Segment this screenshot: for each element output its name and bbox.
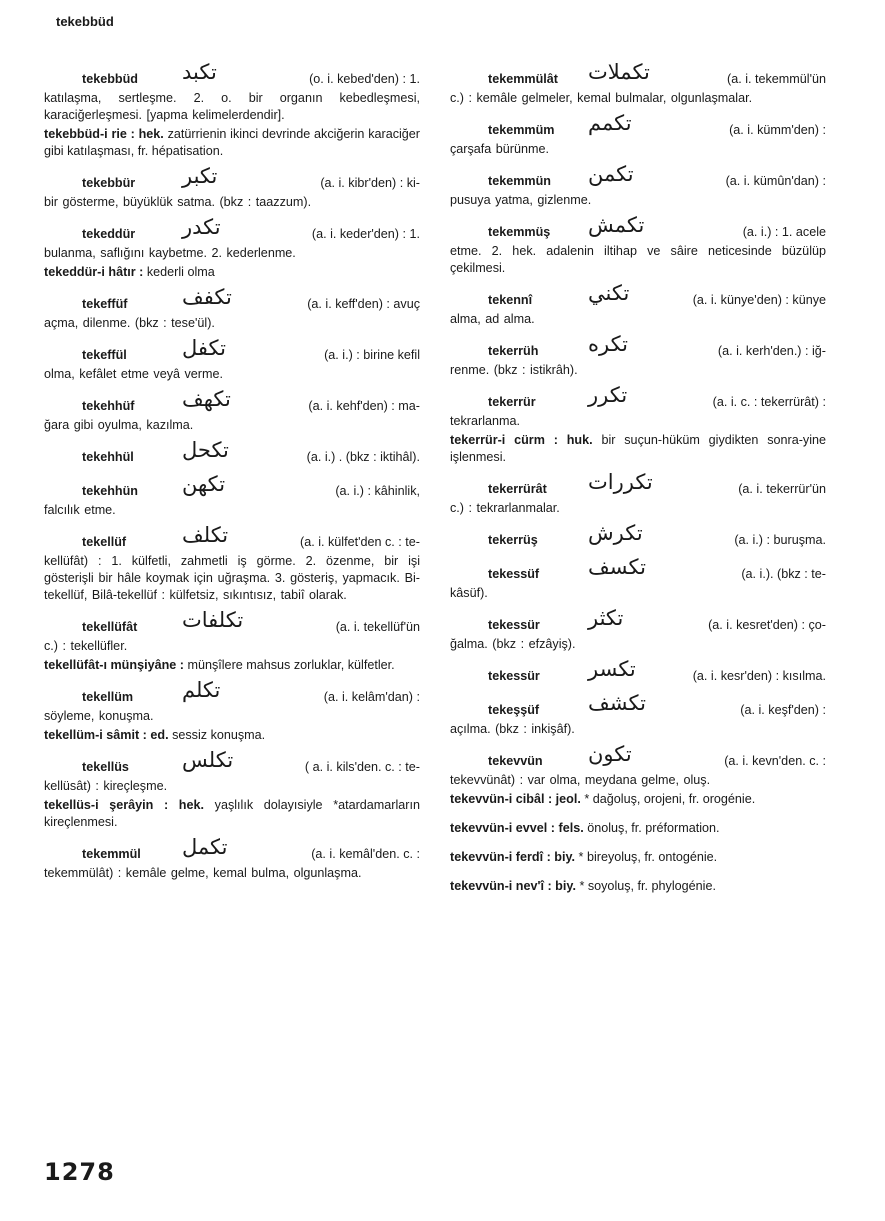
arabic-script: تكره — [588, 332, 629, 356]
dictionary-entry — [44, 215, 420, 281]
arabic-script: تكمش — [588, 213, 645, 237]
etymology: (a. i. kelâm'dan) : — [323, 690, 420, 704]
arabic-script: تكهن — [182, 472, 226, 496]
headword: tekellüf — [82, 535, 127, 549]
dictionary-entry — [450, 521, 826, 551]
subentry-term: tekevvün-i nev'î : biy. — [450, 879, 576, 893]
etymology: (a. i.) : buruşma. — [734, 533, 826, 547]
arabic-script: تكرش — [588, 521, 643, 545]
headword: tekerrüh — [488, 344, 539, 358]
subentry-text: önoluş, fr. préformation. — [587, 821, 720, 835]
arabic-script: تكبد — [182, 60, 217, 84]
etymology: (a. i. kehf'den) : ma- — [308, 399, 420, 413]
headword: tekemmüş — [488, 225, 551, 239]
arabic-script: تكملات — [588, 60, 650, 84]
dictionary-entry — [450, 606, 826, 653]
etymology: (a. i. kesret'den) : ço- — [708, 618, 826, 632]
dictionary-entry — [44, 60, 421, 160]
headword: tekevvün — [488, 754, 543, 768]
definition: tekrarlanma. — [450, 414, 520, 428]
entry-head-row — [44, 387, 420, 417]
entry-head-row — [450, 111, 826, 141]
etymology: (a. i. kerh'den.) : iğ- — [717, 344, 826, 358]
subentry-text: * dağoluş, orojeni, fr. orogénie. — [584, 792, 756, 806]
dictionary-entry — [44, 678, 420, 744]
etymology: (a. i. kümm'den) : — [729, 123, 826, 137]
entry-head-row — [450, 383, 826, 413]
dictionary-entry — [44, 523, 420, 604]
headword: tekemmün — [488, 174, 551, 188]
definition: falcılık etme. — [44, 503, 116, 517]
entry-head-row — [450, 555, 826, 585]
etymology: (a. i. künye'den) : künye — [692, 293, 826, 307]
subentry — [450, 849, 826, 866]
subentry — [450, 820, 826, 837]
entry-head-row — [450, 332, 826, 362]
definition: olma, kefâlet etme veyâ verme. — [44, 367, 223, 381]
entry-head-row — [450, 742, 826, 772]
dictionary-entry — [44, 387, 420, 434]
subentry-term: tekellüs-i şerâyin : hek. — [44, 798, 204, 812]
subentry — [44, 657, 420, 674]
dictionary-entry — [44, 438, 420, 468]
subentry-term: tekevvün-i ferdî : biy. — [450, 850, 576, 864]
definition: açılma. (bkz : inkişâf). — [450, 722, 575, 736]
definition: c.) : tekellüfler. — [44, 639, 128, 653]
headword: tekessüf — [488, 567, 540, 581]
headword: tekessür — [488, 618, 540, 632]
entry-head-row — [44, 215, 420, 245]
subentry-term: tekebbüd-i rie : hek. — [44, 127, 164, 141]
dictionary-entry — [44, 748, 420, 831]
definition: c.) : tekrarlanmalar. — [450, 501, 560, 515]
etymology: (a. i.) . (bkz : iktihâl). — [306, 450, 420, 464]
headword: tekemmülât — [488, 72, 558, 86]
arabic-script: تكثر — [588, 606, 624, 630]
subentry-text: bir suçun-hüküm giydikten sonra-yine işlenmesi. — [450, 433, 827, 464]
dictionary-entry — [450, 383, 827, 466]
definition: açma, dilenme. (bkz : tese'ül). — [44, 316, 215, 330]
etymology: (a. i.) : kâhinlik, — [335, 484, 420, 498]
running-head: tekebbüd — [56, 14, 114, 29]
arabic-script: تكلس — [182, 748, 234, 772]
arabic-script: تكلم — [182, 678, 221, 702]
entry-head-row — [44, 336, 420, 366]
etymology: (a. i. tekemmül'ün — [727, 72, 826, 86]
headword: tekemmül — [82, 847, 141, 861]
entry-head-row — [44, 285, 420, 315]
headword: tekessür — [488, 669, 540, 683]
headword: tekerrürât — [488, 482, 547, 496]
headword: tekeddür — [82, 227, 136, 241]
definition: kellüsât) : kireçleşme. — [44, 779, 168, 793]
dictionary-entry — [44, 835, 420, 882]
arabic-script: تكسف — [588, 555, 646, 579]
definition: ğalma. (bkz : efzâyiş). — [450, 637, 576, 651]
subentry-text: * bireyoluş, fr. ontogénie. — [578, 850, 718, 864]
dictionary-entry — [450, 691, 826, 738]
arabic-script: تكني — [588, 281, 630, 305]
page-number: 1278 — [44, 1158, 115, 1186]
right-column — [450, 60, 827, 907]
headword: tekebbüd — [82, 72, 138, 86]
etymology: (a. i. kümûn'dan) : — [725, 174, 826, 188]
definition: etme. 2. hek. adalenin iltihap ve sâire neticesinde büzülüp çekilmesi. — [450, 244, 826, 275]
etymology: (a. i.). (bkz : te- — [741, 567, 826, 581]
arabic-script: تكبر — [182, 164, 218, 188]
entry-head-row — [450, 213, 826, 243]
subentry-term: tekeddür-i hâtır : — [44, 265, 144, 279]
subentry-text: münşîlere mahsus zorluklar, külfetler. — [187, 658, 395, 672]
definition: alma, ad alma. — [450, 312, 535, 326]
entry-head-row — [44, 608, 420, 638]
headword: tekellüs — [82, 760, 129, 774]
dictionary-entry — [450, 555, 826, 602]
headword: tekehhül — [82, 450, 134, 464]
subentry — [44, 727, 420, 744]
definition: c.) : kemâle gelmeler, kemal bulmalar, olgunlaşmalar. — [450, 91, 753, 105]
definition: çarşafa bürünme. — [450, 142, 550, 156]
arabic-script: تكون — [588, 742, 632, 766]
definition: bulanma, saflığını kaybetme. 2. kederlenme. — [44, 246, 296, 260]
arabic-script: تكررات — [588, 470, 653, 494]
etymology: (a. i. tekerrür'ün — [738, 482, 826, 496]
etymology: (a. i. tekellüf'ün — [335, 620, 420, 634]
definition: tekemmülât) : kemâle gelme, kemal bulma, olgunlaşma. — [44, 866, 362, 880]
subentry-text: kederli olma — [146, 265, 215, 279]
headword: tekehhün — [82, 484, 138, 498]
subentry-term: tekerrür-i cürm : huk. — [450, 433, 593, 447]
headword: tekeffül — [82, 348, 127, 362]
etymology: ( a. i. kils'den. c. : te- — [304, 760, 420, 774]
headword: tekellüfât — [82, 620, 138, 634]
headword: tekemmüm — [488, 123, 555, 137]
left-column — [44, 60, 421, 894]
subentry — [44, 126, 420, 160]
subentry-term: tekevvün-i evvel : fels. — [450, 821, 584, 835]
entry-head-row — [450, 606, 826, 636]
entry-head-row — [44, 472, 420, 502]
headword: tekeffüf — [82, 297, 128, 311]
dictionary-entry — [450, 213, 826, 277]
dictionary-entry — [44, 608, 420, 674]
headword: tekellüm — [82, 690, 134, 704]
arabic-script: تكلف — [182, 523, 229, 547]
definition: kellüfât) : 1. külfetli, zahmetli iş görme. 2. özenme, bir işi gösterişli bir hâle koymak için uğraşma. 3. gösteriş, yapmacık. Bi-tekellüf, Bilâ-tekellüf : külfetsiz, sıkıntısız, tabiî olarak. — [44, 554, 420, 602]
arabic-script: تكمن — [588, 162, 634, 186]
subentry — [44, 797, 420, 831]
headword: tekebbür — [82, 176, 136, 190]
entry-head-row — [44, 748, 420, 778]
entry-head-row — [450, 162, 826, 192]
entry-head-row — [44, 438, 420, 468]
arabic-script: تكهف — [182, 387, 231, 411]
subentry — [450, 432, 826, 466]
subentry-text: sessiz konuşma. — [172, 728, 266, 742]
dictionary-entry — [44, 336, 420, 383]
subentry — [450, 791, 826, 808]
definition: renme. (bkz : istikrâh). — [450, 363, 578, 377]
definition: kâsüf). — [450, 586, 488, 600]
subentry-text: * soyoluş, fr. phylogénie. — [579, 879, 716, 893]
entry-head-row — [450, 657, 826, 687]
definition: ğara gibi oyulma, kazılma. — [44, 418, 194, 432]
subentry-text: yaşlılık dolayısiyle *atardamarların kireçlenmesi. — [44, 798, 420, 829]
etymology: (a. i.) : 1. acele — [742, 225, 826, 239]
dictionary-entry — [44, 285, 420, 332]
dictionary-entry — [450, 162, 826, 209]
headword: tekerrür — [488, 395, 536, 409]
subentry-term: tekellüm-i sâmit : ed. — [44, 728, 169, 742]
entry-head-row — [44, 678, 420, 708]
arabic-script: تكسر — [588, 657, 636, 681]
dictionary-entry — [450, 742, 826, 895]
etymology: (a. i. kibr'den) : ki- — [320, 176, 420, 190]
etymology: (a. i. keşf'den) : — [740, 703, 826, 717]
entry-head-row — [450, 470, 826, 500]
arabic-script: تكحل — [182, 438, 229, 462]
definition: söyleme, konuşma. — [44, 709, 154, 723]
headword: tekennî — [488, 293, 533, 307]
arabic-script: تكلفات — [182, 608, 244, 632]
entry-head-row — [450, 691, 826, 721]
etymology: (a. i. keder'den) : 1. — [311, 227, 420, 241]
headword: tekehhüf — [82, 399, 135, 413]
arabic-script: تكفف — [182, 285, 232, 309]
dictionary-entry — [450, 111, 826, 158]
etymology: (a. i. kemâl'den. c. : — [311, 847, 420, 861]
dictionary-entry — [450, 470, 826, 517]
subentry-term: tekevvün-i cibâl : jeol. — [450, 792, 581, 806]
arabic-script: تكرر — [588, 383, 628, 407]
subentry — [44, 264, 420, 281]
entry-head-row — [450, 60, 826, 90]
subentry — [450, 878, 826, 895]
headword: tekerrüş — [488, 533, 538, 547]
dictionary-entry — [44, 472, 420, 519]
entry-head-row — [450, 281, 826, 311]
etymology: (a. i.) : birine kefil — [324, 348, 420, 362]
headword: tekeşşüf — [488, 703, 540, 717]
dictionary-entry — [450, 281, 826, 328]
arabic-script: تكمم — [588, 111, 632, 135]
dictionary-entry — [450, 332, 826, 379]
subentry-term: tekellüfât-ı münşiyâne : — [44, 658, 184, 672]
subentry-text: zatürrienin ikinci devrinde akciğerin karaciğer gibi katılaşması, fr. hépatisation. — [44, 127, 421, 158]
entry-head-row — [44, 60, 420, 90]
etymology: (a. i. keff'den) : avuç — [307, 297, 420, 311]
definition: pusuya yatma, gizlenme. — [450, 193, 592, 207]
arabic-script: تكدر — [182, 215, 221, 239]
arabic-script: تكمل — [182, 835, 228, 859]
etymology: (a. i. kevn'den. c. : — [724, 754, 826, 768]
entry-head-row — [44, 164, 420, 194]
definition: katılaşma, sertleşme. 2. o. bir organın kebedleşmesi, karaciğerleşmesi. [yapma kelimelerdendir]. — [44, 91, 420, 122]
dictionary-entry — [44, 164, 420, 211]
etymology: (o. i. kebed'den) : 1. — [309, 72, 420, 86]
dictionary-entry — [450, 657, 826, 687]
entry-head-row — [44, 835, 420, 865]
entry-head-row — [44, 523, 420, 553]
arabic-script: تكشف — [588, 691, 646, 715]
arabic-script: تكفل — [182, 336, 226, 360]
definition: bir gösterme, büyüklük satma. (bkz : taazzum). — [44, 195, 312, 209]
dictionary-entry — [450, 60, 826, 107]
etymology: (a. i. c. : tekerrürât) : — [712, 395, 826, 409]
etymology: (a. i. kesr'den) : kısılma. — [692, 669, 826, 683]
definition: tekevvünât) : var olma, meydana gelme, oluş. — [450, 773, 711, 787]
etymology: (a. i. külfet'den c. : te- — [300, 535, 420, 549]
entry-head-row — [450, 521, 826, 551]
